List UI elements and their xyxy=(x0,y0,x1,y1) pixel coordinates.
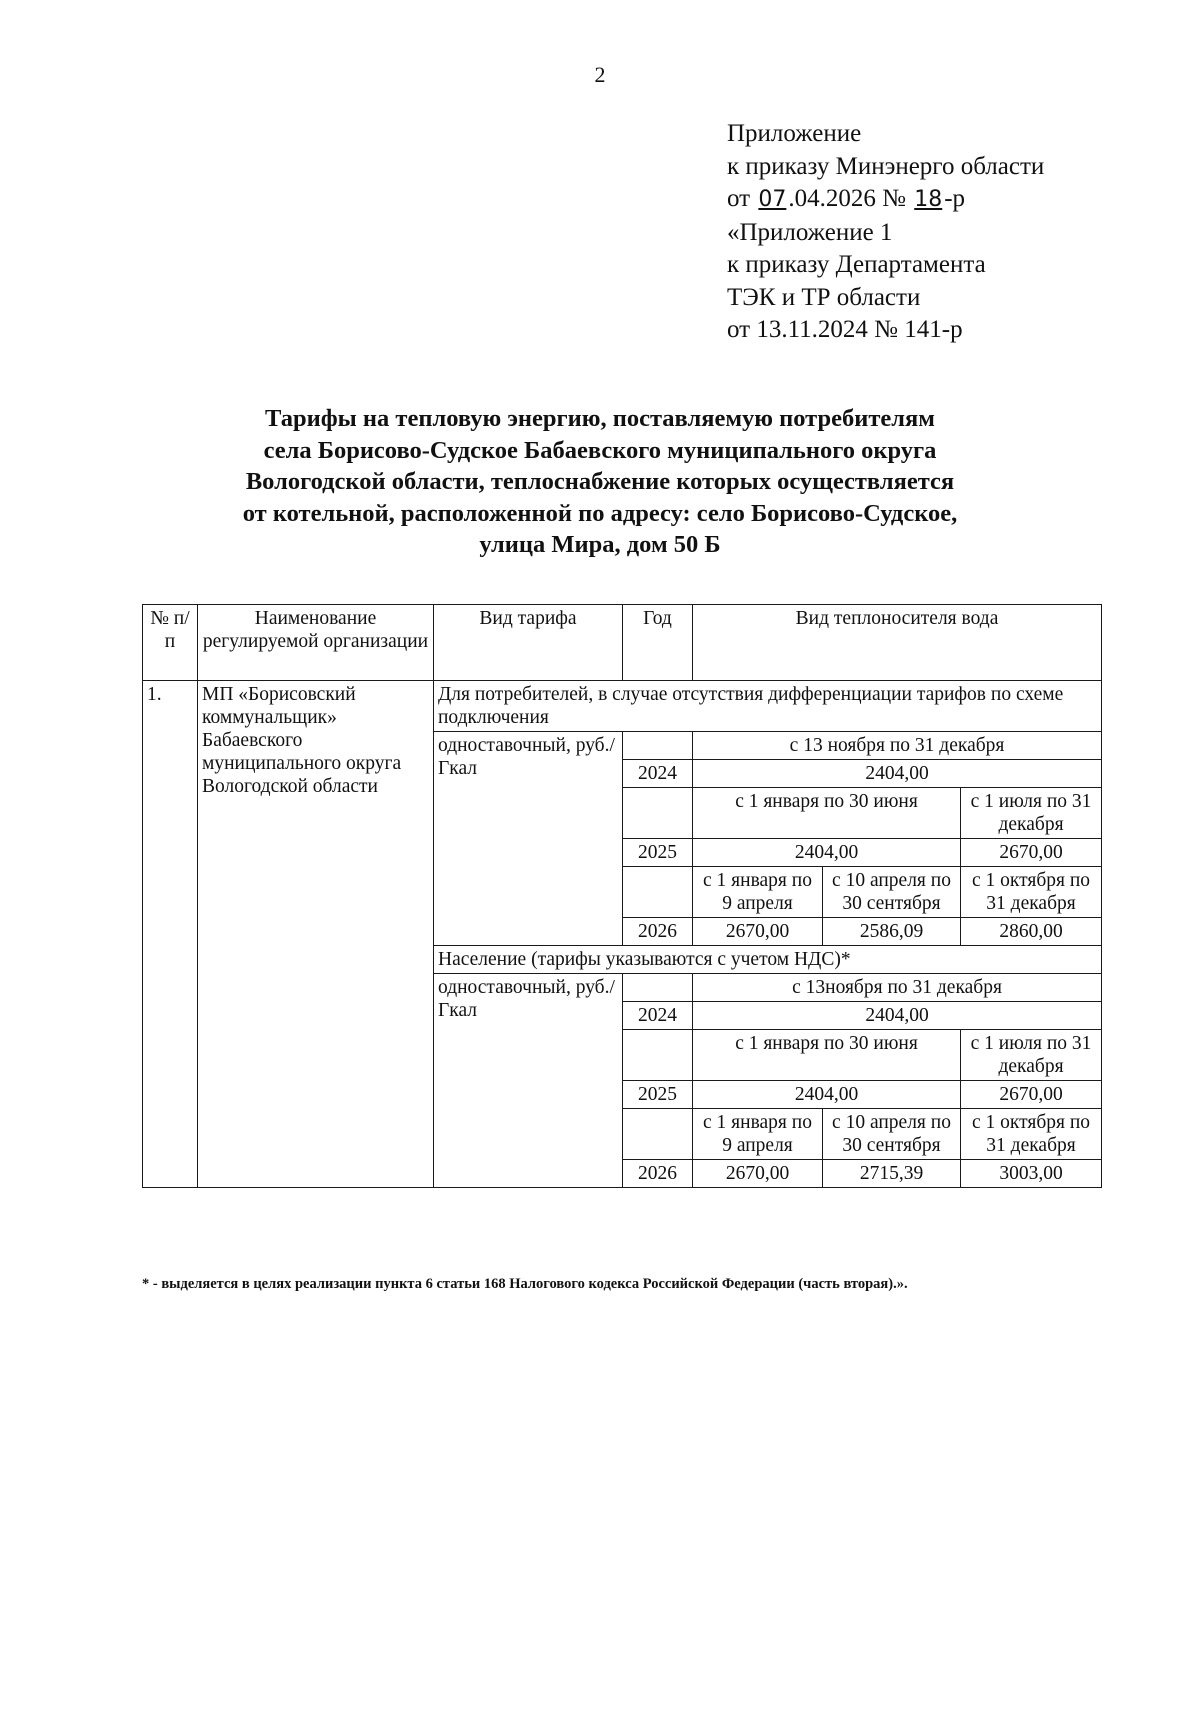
title-line-1: Тарифы на тепловую энергию, поставляемую потребителям xyxy=(265,405,935,432)
page-number: 2 xyxy=(594,62,606,87)
section1-period-2025-b: с 1 июля по 31 декабря xyxy=(961,788,1102,839)
section2-year-2026: 2026 xyxy=(623,1160,693,1188)
section1-tariff-type: одноставочный, руб./Гкал xyxy=(434,732,623,946)
section1-period-2025-a: с 1 января по 30 июня xyxy=(693,788,961,839)
section2-value-2025-a: 2404,00 xyxy=(693,1081,961,1109)
section2-period-2026-b: с 10 апреля по 30 сентября xyxy=(823,1109,961,1160)
empty-cell xyxy=(623,732,693,760)
section1-value-2026-b: 2586,09 xyxy=(823,918,961,946)
empty-cell xyxy=(623,1109,693,1160)
handwritten-order-number: 18 xyxy=(914,187,943,212)
table-row xyxy=(143,681,1102,732)
appendix-date-mid: .04.2026 № xyxy=(788,185,913,212)
section2-value-2026-c: 3003,00 xyxy=(961,1160,1102,1188)
appendix-line-5: к приказу Департамента xyxy=(727,251,986,278)
footnote: * - выделяется в целях реализации пункта 6 статьи 168 Налогового кодекса Российской Федерации (часть вторая).». xyxy=(142,1276,908,1292)
document-title xyxy=(150,403,1050,561)
section1-period-2026-a: с 1 января по 9 апреля xyxy=(693,867,823,918)
section2-title: Население (тарифы указываются с учетом НДС)* xyxy=(434,946,1102,974)
appendix-date-prefix: от xyxy=(727,185,757,212)
empty-cell xyxy=(623,788,693,839)
table-header-row xyxy=(143,605,1102,681)
header-type: Вид тарифа xyxy=(434,605,623,681)
appendix-line-4: «Приложение 1 xyxy=(727,218,893,246)
appendix-line-3 xyxy=(727,183,1044,217)
section1-value-2024: 2404,00 xyxy=(693,760,1102,788)
section1-year-2024: 2024 xyxy=(623,760,693,788)
section2-value-2026-a: 2670,00 xyxy=(693,1160,823,1188)
section2-period-2026-c: с 1 октября по 31 декабря xyxy=(961,1109,1102,1160)
section1-period-2026-b: с 10 апреля по 30 сентября xyxy=(823,867,961,918)
section1-value-2025-b: 2670,00 xyxy=(961,839,1102,867)
row-number: 1. xyxy=(143,681,198,1188)
empty-cell xyxy=(623,867,693,918)
header-carrier: Вид теплоносителя вода xyxy=(693,605,1102,681)
empty-cell xyxy=(623,974,693,1002)
title-line-3: Вологодской области, теплоснабжение которых осуществляется xyxy=(245,468,955,495)
section2-period-2026-a: с 1 января по 9 апреля xyxy=(693,1109,823,1160)
section1-year-2025: 2025 xyxy=(623,839,693,867)
header-org: Наименование регулируемой организации xyxy=(198,605,434,681)
appendix-line-1: Приложение xyxy=(727,120,862,147)
organization-name: МП «Борисовский коммунальщик» Бабаевского муниципального округа Вологодской области xyxy=(198,681,434,1188)
header-year: Год xyxy=(623,605,693,681)
section2-year-2025: 2025 xyxy=(623,1081,693,1109)
appendix-line-2: к приказу Минэнерго области xyxy=(727,152,1045,180)
handwritten-day: 07 xyxy=(758,187,787,212)
title-line-5: улица Мира, дом 50 Б xyxy=(479,531,721,558)
section2-period-2024: с 13ноября по 31 декабря xyxy=(693,974,1102,1002)
section2-year-2024: 2024 xyxy=(623,1002,693,1030)
section2-value-2025-b: 2670,00 xyxy=(961,1081,1102,1109)
appendix-date-suffix: -р xyxy=(944,185,966,212)
section1-value-2026-c: 2860,00 xyxy=(961,918,1102,946)
section2-period-2025-b: с 1 июля по 31 декабря xyxy=(961,1030,1102,1081)
section2-value-2024: 2404,00 xyxy=(693,1002,1102,1030)
appendix-line-6: ТЭК и ТР области xyxy=(727,283,921,311)
section2-period-2025-a: с 1 января по 30 июня xyxy=(693,1030,961,1081)
tariff-table xyxy=(142,604,1102,1188)
appendix-header xyxy=(727,118,1044,347)
title-line-4: от котельной, расположенной по адресу: село Борисово-Судское, xyxy=(242,499,958,527)
section1-value-2025-a: 2404,00 xyxy=(693,839,961,867)
section1-period-2026-c: с 1 октября по 31 декабря xyxy=(961,867,1102,918)
empty-cell xyxy=(623,1030,693,1081)
section2-tariff-type: одноставочный, руб./Гкал xyxy=(434,974,623,1188)
section1-period-2024: с 13 ноября по 31 декабря xyxy=(693,732,1102,760)
section1-title: Для потребителей, в случае отсутствия дифференциации тарифов по схеме подключения xyxy=(434,681,1102,732)
section1-year-2026: 2026 xyxy=(623,918,693,946)
section1-value-2026-a: 2670,00 xyxy=(693,918,823,946)
title-line-2: села Борисово-Судское Бабаевского муниципального округа xyxy=(263,436,937,464)
section2-value-2026-b: 2715,39 xyxy=(823,1160,961,1188)
header-num: № п/п xyxy=(143,605,198,681)
appendix-line-7: от 13.11.2024 № 141-р xyxy=(727,316,963,343)
